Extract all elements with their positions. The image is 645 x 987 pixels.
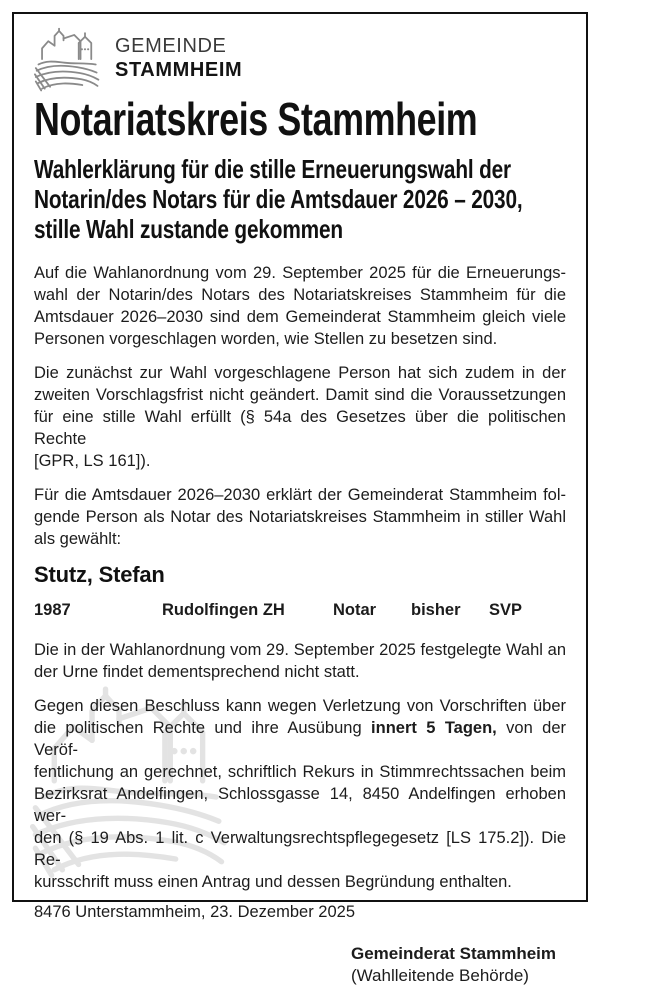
stammheim-village-fields-icon — [34, 27, 102, 93]
text-line: fentlichung an gerechnet, schriftlich Rekurs in Stimmrechtssachen beim — [34, 763, 566, 781]
text-line: Für die Amtsdauer 2026–2030 erklärt der Gemeinderat Stammheim fol- — [34, 486, 566, 504]
place-date-line: 8476 Unterstammheim, 23. Dezember 2025 — [34, 903, 355, 921]
subtitle-line-1: Wahlerklärung für die stille Erneuerungswahl der — [34, 154, 511, 184]
paragraph-erklaerung-gewaehlt — [34, 484, 566, 550]
notice-title — [34, 93, 566, 145]
text-line: Auf die Wahlanordnung vom 29. September 2025 für die Erneuerungs- — [34, 264, 566, 282]
text-line: kursschrift muss einen Antrag und dessen Begründung enthalten. — [34, 873, 512, 891]
text-line: den (§ 19 Abs. 1 lit. c Verwaltungsrechtspflegegesetz [LS 175.2]). Die Re- — [34, 829, 566, 869]
notice-title-text: Notariatskreis Stammheim — [34, 93, 478, 145]
text-line: Amtsdauer 2026–2030 sind dem Gemeinderat Stammheim gleich viele — [34, 308, 566, 326]
paragraph-wahlanordnung — [34, 262, 566, 350]
text-line: die politischen Rechte und ihre Ausübung innert 5 Tagen, von der Veröf- — [34, 719, 566, 759]
candidate-profession: Notar — [333, 601, 377, 619]
candidate-birth-year: 1987 — [34, 601, 71, 619]
candidate-details-row — [34, 599, 566, 621]
text-line: für eine stille Wahl erfüllt (§ 54a des Gesetzes über die politischen Rechte — [34, 408, 566, 448]
text-line: [GPR, LS 161]). — [34, 452, 151, 470]
text-line: der Urne findet dementsprechend nicht statt. — [34, 663, 360, 681]
signature-block — [34, 943, 566, 987]
candidate-status: bisher — [411, 601, 461, 619]
notice-border-frame — [12, 12, 588, 985]
logo-wordmark — [115, 27, 242, 82]
paragraph-urnenwahl-entfaellt — [34, 639, 566, 683]
candidate-name: Stutz, Stefan — [34, 562, 165, 587]
candidate-party: SVP — [489, 601, 523, 619]
text-line: zweiten Vorschlagsfrist nicht geändert. Damit sind die Voraussetzungen — [34, 386, 566, 404]
text-line: Die in der Wahlanordnung vom 29. September 2025 festgelegte Wahl an — [34, 641, 566, 659]
gemeinde-stammheim-logo — [34, 27, 566, 93]
candidate-place: Rudolfingen ZH — [162, 601, 285, 619]
subtitle-line-3: stille Wahl zustande gekommen — [34, 214, 343, 244]
notice-content — [34, 27, 566, 987]
signature-authority: Gemeinderat Stammheim — [350, 944, 556, 963]
text-line: Die zunächst zur Wahl vorgeschlagene Person hat sich zudem in der — [34, 364, 566, 382]
paragraph-rekurs-belehrung — [34, 695, 566, 893]
text-line: wahl der Notarin/des Notars des Notariatskreises Stammheim für die — [34, 286, 566, 304]
text-line: gende Person als Notar des Notariatskreises Stammheim in stiller Wahl — [34, 508, 566, 526]
paragraph-stille-wahl-voraussetzungen — [34, 362, 566, 472]
text-line: Personen vorgeschlagen worden, wie Stellen zu besetzen sind. — [34, 330, 498, 348]
text-line: als gewählt: — [34, 530, 122, 548]
text-line: Gegen diesen Beschluss kann wegen Verletzung von Vorschriften über — [34, 697, 566, 715]
subtitle-line-2: Notarin/des Notars für die Amtsdauer 2026 – 2030, — [34, 184, 523, 214]
notice-subtitle — [34, 154, 566, 244]
signature-role: (Wahlleitende Behörde) — [350, 966, 529, 985]
text-line: Bezirksrat Andelfingen, Schlossgasse 14, 8450 Andelfingen erhoben wer- — [34, 785, 566, 825]
signature-inner — [351, 943, 556, 987]
logo-stammheim-label: STAMMHEIM — [115, 59, 243, 81]
logo-gemeinde-label: GEMEINDE — [115, 35, 227, 57]
